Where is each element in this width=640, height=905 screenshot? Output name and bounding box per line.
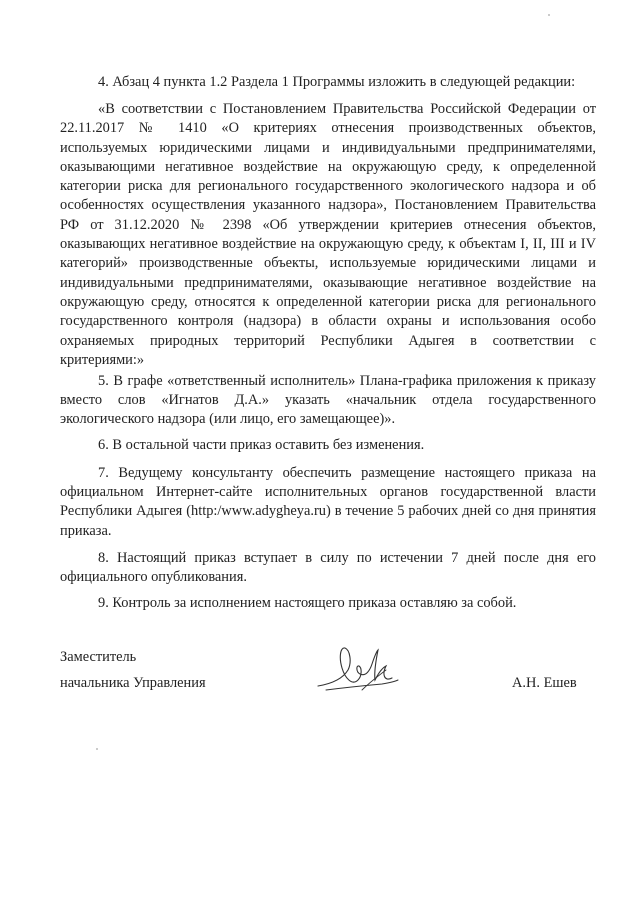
paragraph-4-quote: «В соответствии с Постановлением Правительства Российской Федерации от 22.11.2017 № 1410 «О критериях отнесения производственных объектов, используемых юридическими лицами и индивидуальными предпринимателями, оказывающими негативное воздействие на окружающую среду, к определенной категории риска для регионального государственного экологического надзора и об особенностях осуществления указанного надзора», Постановлением Правительства РФ от 31.12.2020 № 2398 «Об утверждении критериев отнесения объектов, оказывающих негативное воздействие на окружающую среду, к объектам I, II, III и IV категорий» производственные объекты, используемые юридическими лицами и индивидуальными предпринимателями, оказывающие негативное воздействие на окружающую среду, относятся к определенной категории риска для регионального государственного контроля (надзора) в области охраны и использования особо охраняемых природных территорий Республики Адыгея в соответствии с критериями:»	[60, 101, 596, 368]
paragraph-5: 5. В графе «ответственный исполнитель» Плана-графика приложения к приказу вместо слов «Игнатов Д.А.» указать «начальник отдела государственного экологического надзора (или лицо, его замещающее)».	[60, 373, 596, 428]
paragraph-6: 6. В остальной части приказ оставить без изменения.	[98, 437, 425, 453]
signatory-title-line1: Заместитель	[60, 649, 137, 665]
scan-mark	[96, 748, 98, 750]
handwritten-signature	[312, 640, 402, 696]
paragraph-9: 9. Контроль за исполнением настоящего приказа оставляю за собой.	[98, 595, 517, 611]
paragraph-4: 4. Абзац 4 пункта 1.2 Раздела 1 Программы изложить в следующей редакции:	[98, 74, 576, 90]
scan-mark	[548, 14, 550, 16]
signatory-name: А.Н. Ешев	[512, 675, 577, 691]
signatory-title-line2: начальника Управления	[60, 675, 206, 691]
paragraph-8: 8. Настоящий приказ вступает в силу по истечении 7 дней после дня его официального опубликования.	[60, 550, 596, 586]
paragraph-7: 7. Ведущему консультанту обеспечить размещение настоящего приказа на официальном Интернет-сайте исполнительных органов государственной власти Республики Адыгея (http:/www.adygheya.ru) в течение 5 рабочих дней со дня принятия приказа.	[60, 465, 596, 539]
